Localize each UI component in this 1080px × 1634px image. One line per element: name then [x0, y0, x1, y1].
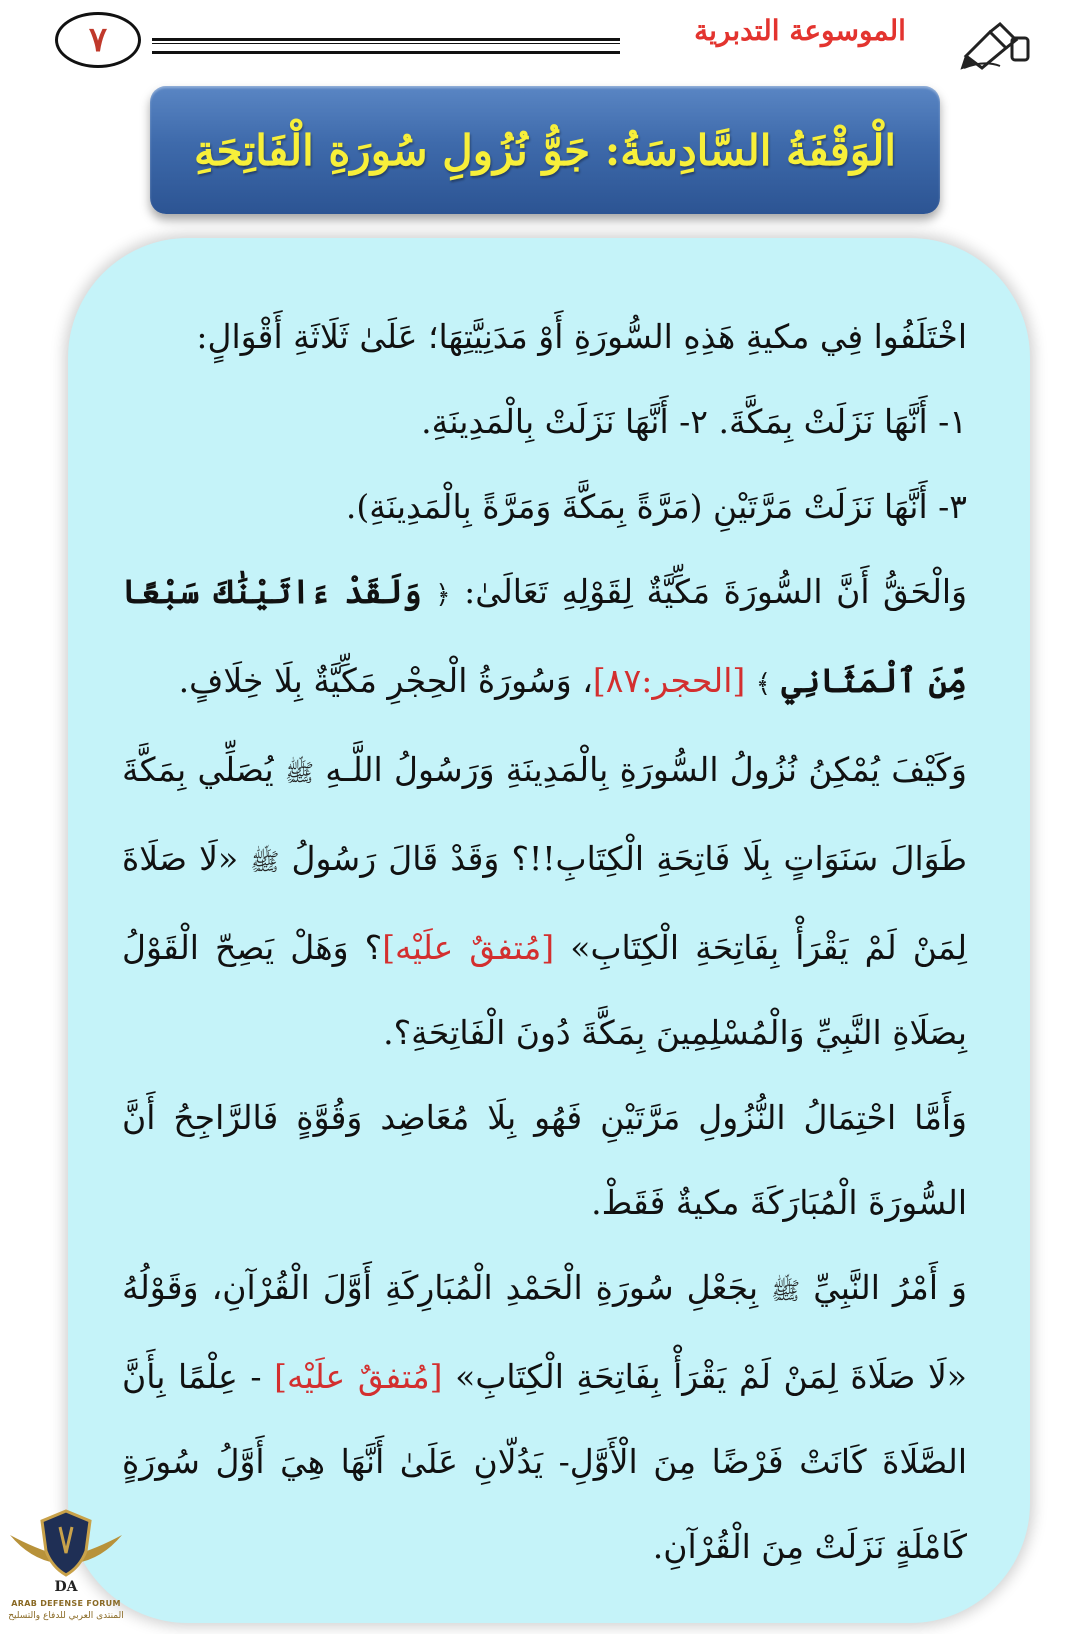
truth-tail: ، وَسُورَةُ الْحِجْرِ مَكِّيَّةٌ بِلَا خِلَافٍ.: [178, 661, 593, 700]
final-part-d: - عِلْمًا بِأَنَّ الصَّلَاةَ كَانَتْ فَرْضًا مِنَ الْأَوَّلِ- يَدُلّانِ عَلَىٰ أَنَّهَا هِيَ أَوَّلُ سُورَةٍ كَامْلَةٍ نَزَلَتْ مِنَ الْقُرْآنِ.: [122, 1357, 967, 1566]
salutation-glyph: ﷺ: [250, 848, 280, 876]
final-hadith-citation: [مُتفقٌ علَيْه]: [274, 1357, 443, 1396]
hadith-citation: [مُتفقٌ علَيْه]: [382, 928, 555, 967]
header-rule: [152, 38, 620, 54]
conclusion-text: وَأَمَّا احْتِمَالُ النُّزُولِ مَرَّتَيْنِ فَهُو بِلَا مُعَاضِد وَقُوَّةٍ فَالرَّاجِحُ أَنَّ السُّورَةَ الْمُبَارَكَةَ مكيةٌ فَقَطْ.: [122, 1098, 967, 1222]
page-number: [55, 12, 141, 68]
conclusion-paragraph: [122, 1075, 967, 1245]
quran-close-ornament: ﴾: [755, 669, 771, 699]
salutation-glyph: ﷺ: [284, 759, 314, 787]
hadith-quote: «لَا صَلَاةَ لِمَنْ لَمْ يَقْرَأْ بِفَاتِحَةِ الْكِتَابِ»: [122, 839, 968, 967]
intro-paragraph: [122, 294, 967, 379]
section-title: الْوَقْفَةُ السَّادِسَةُ: جَوُّ نُزُولِ سُورَةِ الْفَاتِحَةِ: [193, 125, 897, 175]
intro-text: اخْتَلَفُوا فِي مكيةِ هَذِهِ السُّورَةِ أَوْ مَدَنِيَّتِهَا؛ عَلَىٰ ثَلَاثَةِ أَقْوَالٍ:: [196, 317, 967, 356]
final-paragraph: [122, 1245, 967, 1589]
logo-name-english: ARAB DEFENSE FORUM: [11, 1599, 121, 1608]
opinions-line-1: [122, 379, 967, 464]
page-number-text: ٧: [88, 20, 108, 60]
salutation-glyph: ﷺ: [771, 1277, 801, 1305]
opinions-line-2: [122, 464, 967, 549]
series-title: الموسوعة التدبرية: [694, 14, 906, 47]
opinion-1: ١- أَنَّهَا نَزَلَتْ بِمَكَّةَ.: [718, 402, 967, 441]
question-part-2: يُصَلِّي بِمَكَّةَ طَوَالَ سَنَوَاتٍ بِلَا فَاتِحَةِ الْكِتَابِ!!؟ وَقَدْ قَالَ رَسُولُ: [122, 750, 967, 878]
logo-name-arabic: المنتدى العربي للدفاع والتسليح: [8, 1611, 124, 1621]
final-part-a: وَ أَمْرُ النَّبِيِّ: [813, 1268, 967, 1307]
verse-citation: [الحجر:٨٧]: [592, 661, 746, 700]
opinion-3: ٣- أَنَّهَا نَزَلَتْ مَرَّتَيْنِ (مَرَّةً بِمَكَّةَ وَمَرَّةً بِالْمَدِينَةِ).: [345, 487, 967, 526]
pen-writing-icon: [960, 16, 1032, 70]
question-part-4: ؟ وَهَلْ يَصِحّ الْقَوْلُ بِصَلَاةِ النَّبِيِّ وَالْمُسْلِمِينَ بِمَكَّةَ دُونَ الْفَاتِحَةِ؟.: [122, 928, 967, 1052]
truth-paragraph: [122, 549, 967, 727]
truth-lead: وَالْحَقُّ أَنَّ السُّورَةَ مَكِّيَّةٌ لِقَوْلِهِ تَعَالَىٰ:: [464, 572, 968, 611]
question-paragraph: [122, 727, 967, 1075]
section-title-banner: [150, 86, 940, 214]
question-part-1: وَكَيْفَ يُمْكِنُ نُزُولُ السُّورَةِ بِالْمَدِينَةِ وَرَسُولُ اللَّـهِ: [325, 750, 967, 789]
quran-open-ornament: ﴿: [435, 580, 451, 610]
opinion-2: ٢- أَنَّهَا نَزَلَتْ بِالْمَدِينَةِ.: [421, 402, 708, 441]
logo-letters: DA: [54, 1579, 78, 1595]
content-body: [122, 294, 967, 1589]
final-hadith-quote: «لَا صَلَاةَ لِمَنْ لَمْ يَقْرَأْ بِفَاتِحَةِ الْكِتَابِ»: [455, 1357, 967, 1396]
quran-verse: وَلَقَدْ ءَاتَيْنَٰكَ سَبْعًا مِّنَ ٱلْمَثَانِي: [122, 572, 967, 700]
forum-logo: [0, 1505, 132, 1630]
final-part-b: بِجَعْلِ سُورَةِ الْحَمْدِ الْمُبَارِكَةِ أَوَّلَ الْقُرْآنِ، وَقَوْلُهُ: [122, 1268, 759, 1307]
